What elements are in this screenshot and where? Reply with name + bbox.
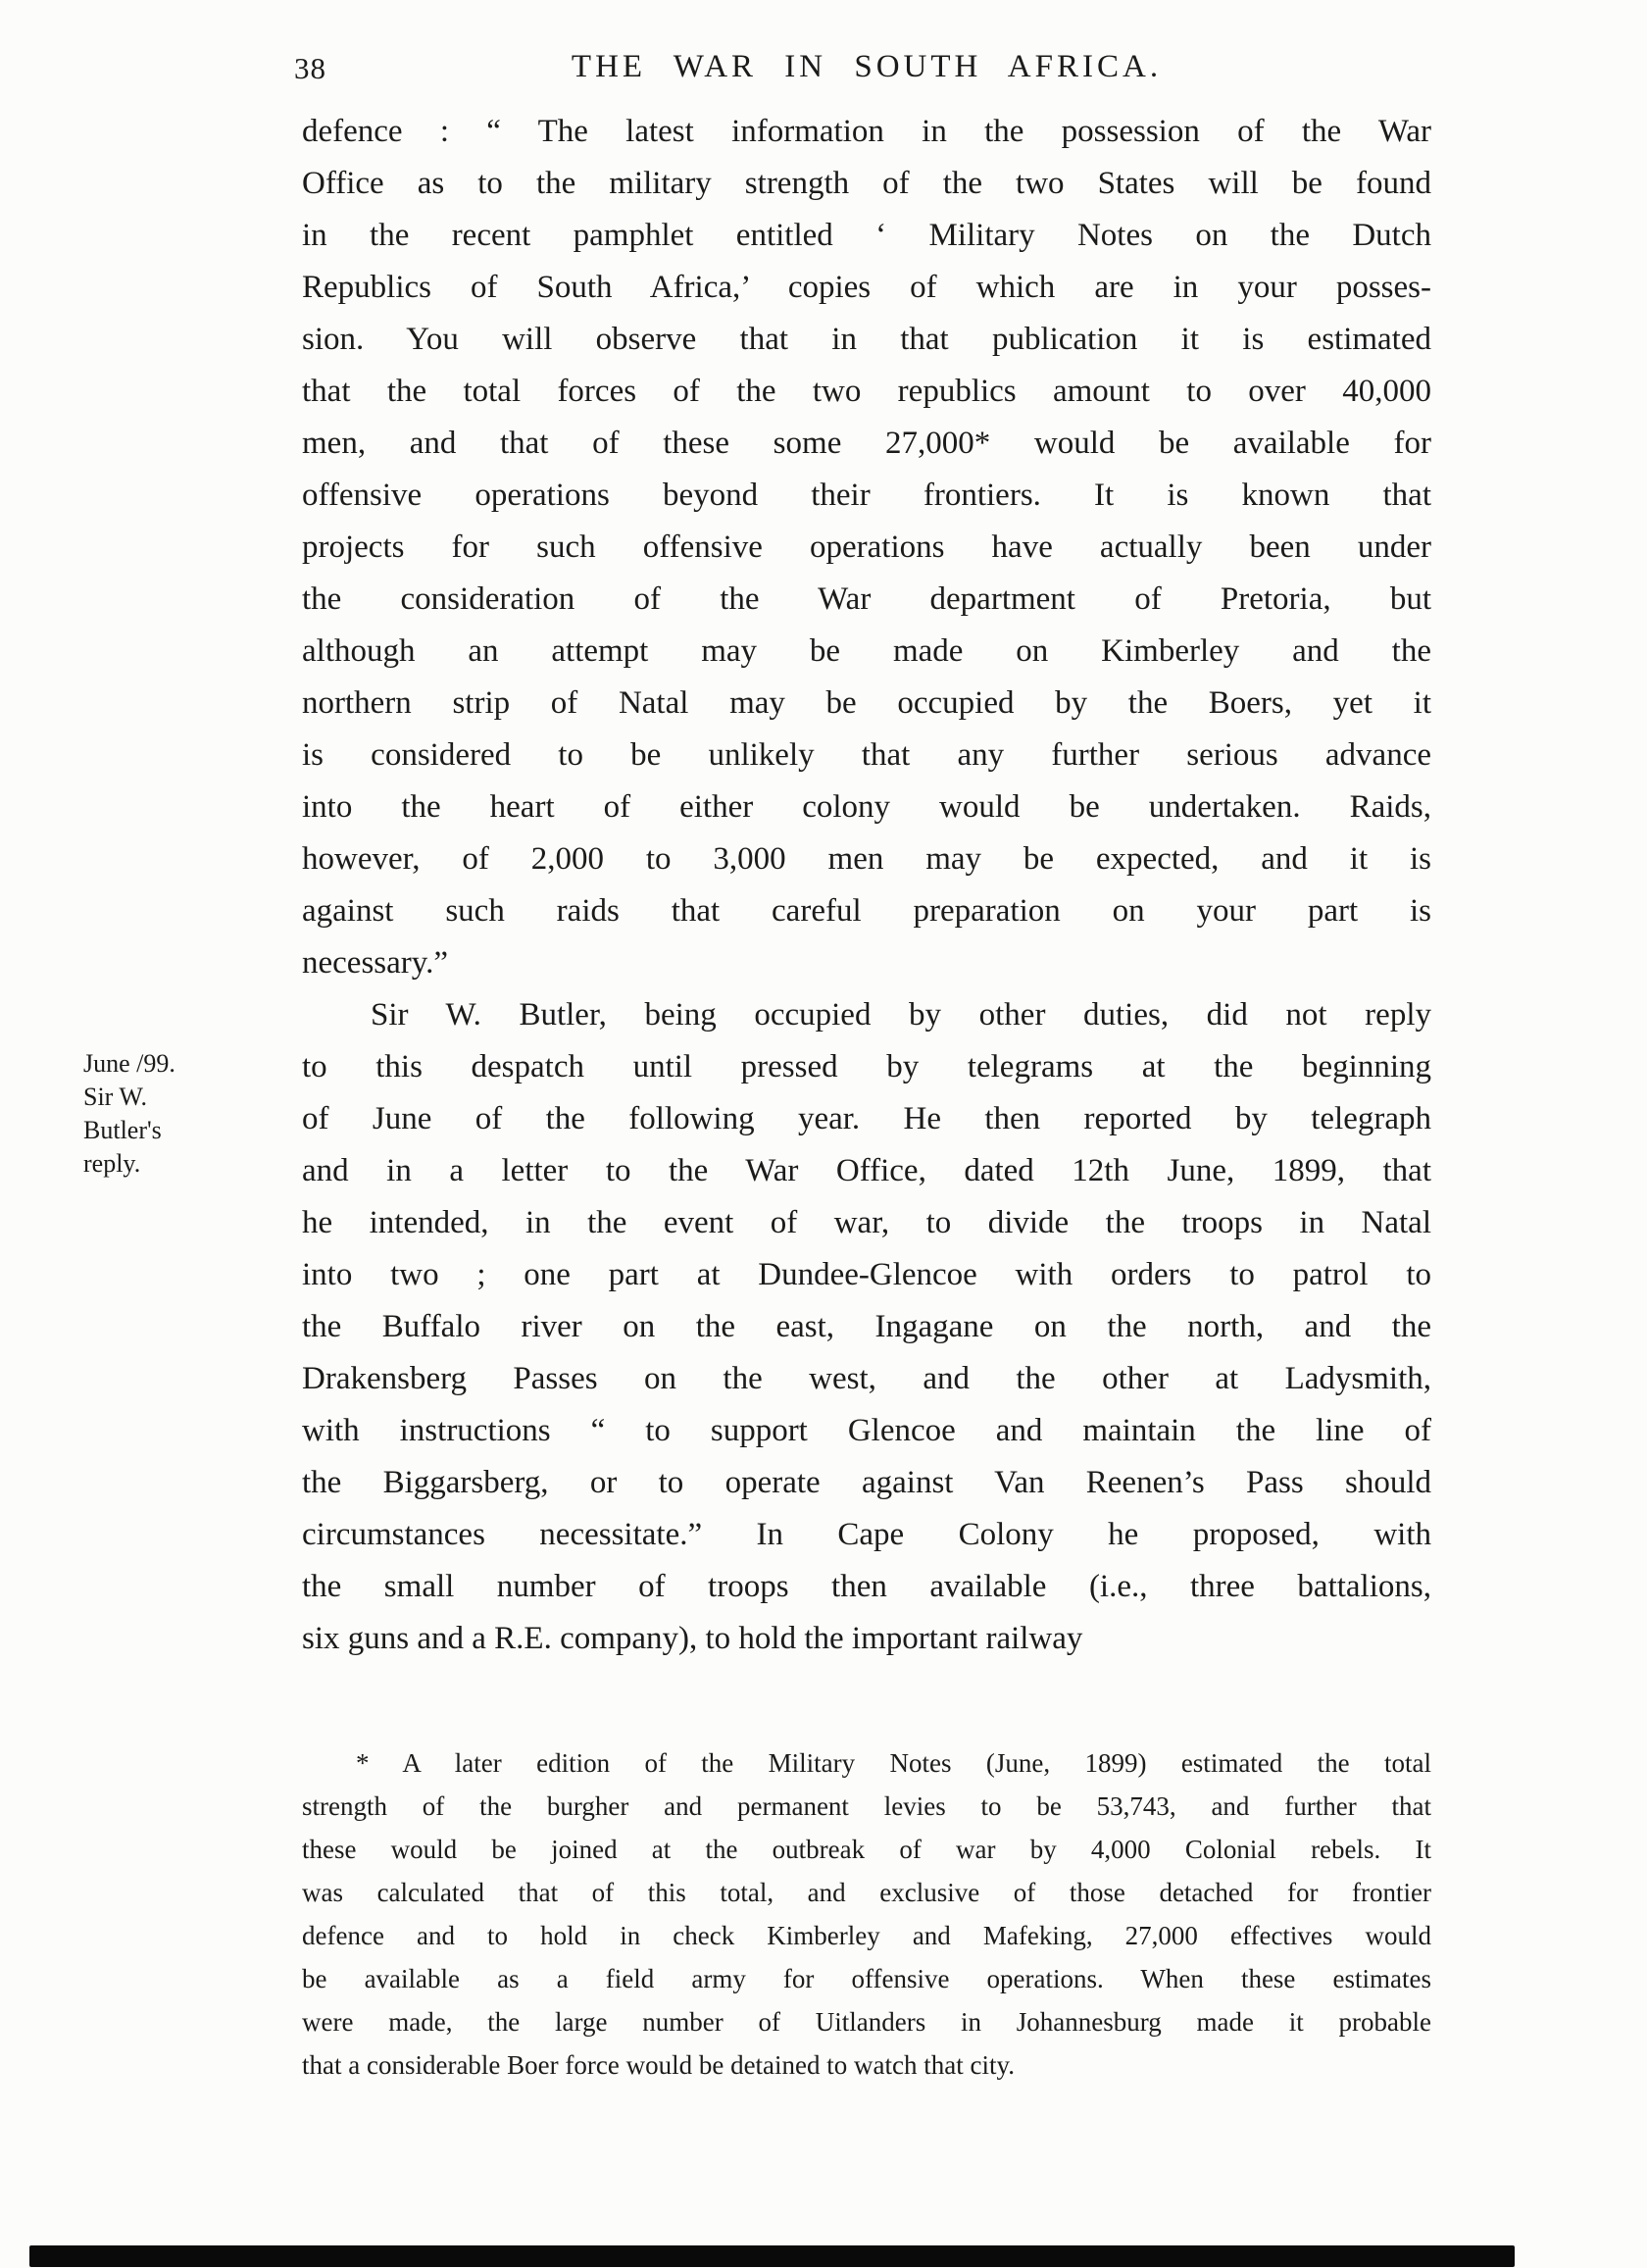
paragraph-despatch-quote: [302, 106, 1431, 989]
text-line: the Biggarsberg, or to operate against Van Reenen’s Pass should: [302, 1465, 1431, 1500]
running-title: THE WAR IN SOUTH AFRICA.: [571, 49, 1163, 84]
text-line: these would be joined at the outbreak of war by 4,000 Colonial rebels. It: [302, 1835, 1431, 1864]
text-line: into two ; one part at Dundee-Glencoe with orders to patrol to: [302, 1257, 1431, 1292]
text-line: Office as to the military strength of the two States will be found: [302, 166, 1431, 201]
text-line: however, of 2,000 to 3,000 men may be expected, and it is: [302, 841, 1431, 877]
text-line: defence : “ The latest information in the possession of the War: [302, 114, 1431, 149]
text-line: the Buffalo river on the east, Ingagane on the north, and the: [302, 1309, 1431, 1344]
text-line: into the heart of either colony would be undertaken. Raids,: [302, 789, 1431, 825]
text-line: of June of the following year. He then reported by telegraph: [302, 1101, 1431, 1136]
footnote-military-notes: [302, 1741, 1431, 2087]
text-line: the consideration of the War department of Pretoria, but: [302, 581, 1431, 617]
text-line: northern strip of Natal may be occupied by the Boers, yet it: [302, 685, 1431, 721]
text-line: Sir W. Butler, being occupied by other duties, did not reply: [371, 997, 1431, 1033]
text-line: that a considerable Boer force would be detained to watch that city.: [302, 2050, 1015, 2080]
text-line: were made, the large number of Uitlanders in Johannesburg made it probable: [302, 2007, 1431, 2037]
text-line: June /99.: [83, 1049, 175, 1078]
paragraph-butler-reply: [302, 989, 1431, 1665]
text-line: with instructions “ to support Glencoe and maintain the line of: [302, 1413, 1431, 1448]
text-line: in the recent pamphlet entitled ‘ Military Notes on the Dutch: [302, 218, 1431, 253]
text-line: sion. You will observe that in that publication it is estimated: [302, 322, 1431, 357]
page-number: 38: [294, 51, 326, 85]
text-line: be available as a field army for offensive operations. When these estimates: [302, 1964, 1431, 1993]
text-line: the small number of troops then available (i.e., three battalions,: [302, 1569, 1431, 1604]
text-line: Butler's: [83, 1116, 162, 1144]
text-line: Republics of South Africa,’ copies of which are in your posses-: [302, 270, 1431, 305]
text-line: Sir W.: [83, 1083, 148, 1111]
text-line: men, and that of these some 27,000* would be available for: [302, 426, 1431, 461]
text-line: that the total forces of the two republics amount to over 40,000: [302, 374, 1431, 409]
text-line: he intended, in the event of war, to divide the troops in Natal: [302, 1205, 1431, 1240]
text-line: was calculated that of this total, and exclusive of those detached for frontier: [302, 1878, 1431, 1907]
text-line: projects for such offensive operations have actually been under: [302, 529, 1431, 565]
text-line: offensive operations beyond their frontiers. It is known that: [302, 478, 1431, 513]
text-line: and in a letter to the War Office, dated 12th June, 1899, that: [302, 1153, 1431, 1188]
text-line: circumstances necessitate.” In Cape Colony he proposed, with: [302, 1517, 1431, 1552]
text-line: against such raids that careful preparation on your part is: [302, 893, 1431, 929]
text-line: defence and to hold in check Kimberley and Mafeking, 27,000 effectives would: [302, 1921, 1431, 1950]
text-line: necessary.”: [302, 945, 449, 981]
text-line: six guns and a R.E. company), to hold the important railway: [302, 1621, 1083, 1656]
scan-edge-artifact: [29, 2245, 1515, 2267]
text-line: strength of the burgher and permanent levies to be 53,743, and further that: [302, 1791, 1431, 1821]
text-line: is considered to be unlikely that any further serious advance: [302, 737, 1431, 773]
text-line: to this despatch until pressed by telegrams at the beginning: [302, 1049, 1431, 1084]
text-line: although an attempt may be made on Kimberley and the: [302, 633, 1431, 669]
text-line: Drakensberg Passes on the west, and the other at Ladysmith,: [302, 1361, 1431, 1396]
margin-note: [83, 1047, 289, 1181]
text-line: reply.: [83, 1149, 141, 1178]
body-text-column: [302, 106, 1431, 2087]
text-line: * A later edition of the Military Notes (June, 1899) estimated the total: [356, 1748, 1431, 1778]
